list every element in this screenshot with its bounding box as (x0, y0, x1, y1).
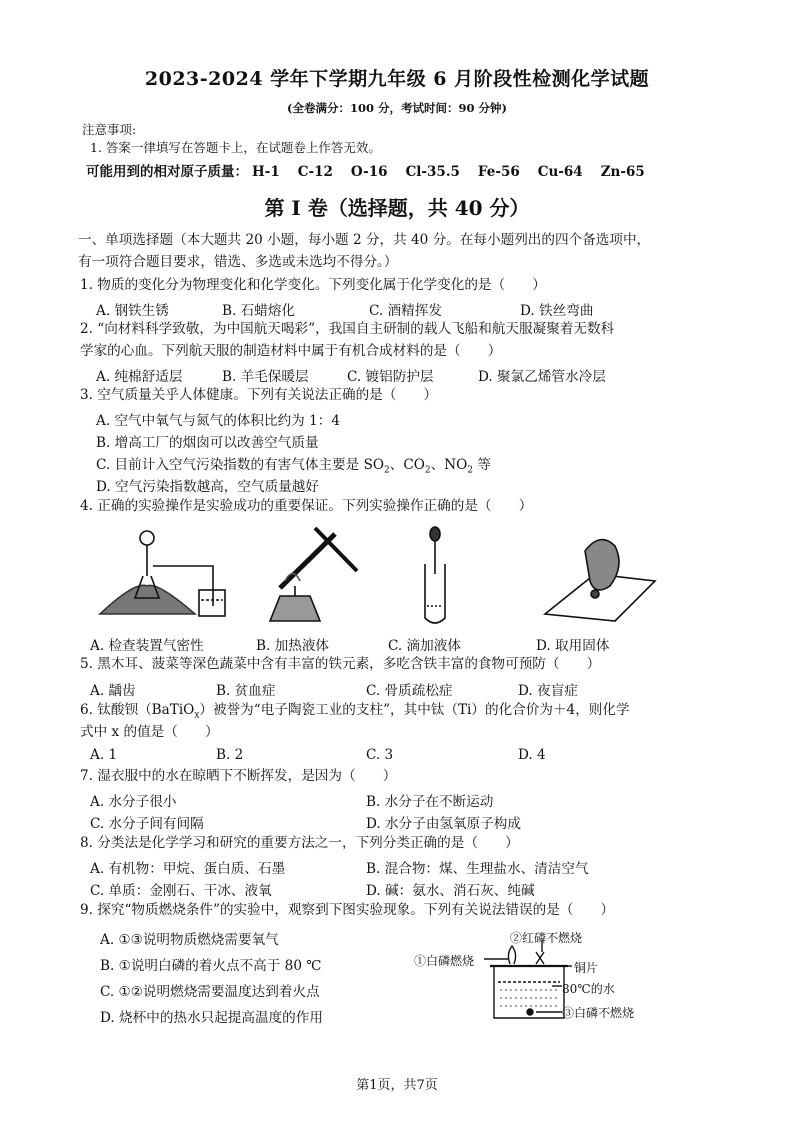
q6-option-b[interactable]: B. 2 (216, 747, 244, 763)
lab-operations-figure (95, 526, 715, 636)
q4-option-b[interactable]: B. 加热液体 (256, 638, 330, 654)
atomic-mass: C-12 (297, 164, 333, 180)
page-footer: 第1页，共7页 (356, 1078, 438, 1093)
section-intro-line2: 有一项符合题目要求，错选、多选或未选均不得分。） (78, 254, 398, 270)
question-4-stem: 4. 正确的实验操作是实验成功的重要保证。下列实验操作正确的是（ ） (80, 498, 533, 514)
label-red-phosphorus: ②红磷不燃烧 (510, 931, 583, 945)
q2-option-a[interactable]: A. 纯棉舒适层 (96, 369, 183, 385)
q9-option-b[interactable]: B. ①说明白磷的着火点不高于 80 ℃ (100, 958, 322, 974)
dropping-liquid-image (425, 527, 445, 623)
heating-liquid-image (270, 528, 357, 621)
q8-option-a[interactable]: A. 有机物：甲烷、蛋白质、石墨 (90, 861, 286, 877)
q7-option-b[interactable]: B. 水分子在不断运动 (366, 794, 494, 810)
subscript: x (194, 710, 200, 721)
exam-title: 2023-2024 学年下学期九年级 6 月阶段性检测化学试题 (144, 68, 650, 90)
underwater-phosphorus (527, 1009, 533, 1015)
question-8-stem: 8. 分类法是化学学习和研究的重要方法之一，下列分类正确的是（ ） (80, 835, 519, 851)
q4-option-a[interactable]: A. 检查装置气密性 (90, 638, 204, 654)
q7-option-c[interactable]: C. 水分子间有间隔 (90, 816, 204, 832)
question-6-stem1 (80, 702, 630, 722)
q1-option-b[interactable]: B. 石蜡熔化 (222, 303, 296, 319)
q3-c-text: C. 目前计入空气污染指数的有害气体主要是 SO (96, 457, 385, 473)
q1-option-d[interactable]: D. 铁丝弯曲 (520, 303, 594, 319)
question-7-stem: 7. 湿衣服中的水在晾晒下不断挥发，是因为（ ） (80, 768, 397, 784)
q3-option-b[interactable]: B. 增高工厂的烟囱可以改善空气质量 (96, 435, 319, 451)
question-2-stem2: 学家的心血。下列航天服的制造材料中属于有机合成材料的是（ ） (80, 343, 502, 359)
q2-option-b[interactable]: B. 羊毛保暖层 (222, 369, 309, 385)
question-9-stem: 9. 探究“物质燃烧条件”的实验中，观察到下图实验现象。下列有关说法错误的是（ ） (80, 902, 615, 918)
label-hot-water: 80℃的水 (562, 982, 615, 996)
q3-c-text: 、CO (389, 457, 425, 473)
airtightness-check-image (100, 531, 225, 616)
q3-option-a[interactable]: A. 空气中氧气与氮气的体积比约为 1：4 (96, 413, 340, 429)
atomic-masses-label: 可能用到的相对原子质量： (86, 164, 248, 180)
atomic-mass: Fe-56 (477, 164, 520, 180)
q6-option-a[interactable]: A. 1 (90, 747, 118, 763)
q5-option-a[interactable]: A. 龋齿 (90, 683, 136, 699)
q6-option-d[interactable]: D. 4 (518, 747, 546, 763)
q9-option-a[interactable]: A. ①③说明物质燃烧需要氧气 (100, 932, 279, 948)
q8-option-b[interactable]: B. 混合物：煤、生理盐水、清洁空气 (366, 861, 589, 877)
notice-item-1: 1. 答案一律填写在答题卡上，在试题卷上作答无效。 (90, 140, 381, 155)
q7-option-a[interactable]: A. 水分子很小 (90, 794, 177, 810)
atomic-mass: Cl-35.5 (405, 164, 460, 180)
label-white-phosphorus-burning: ①白磷燃烧 (414, 954, 475, 968)
q6-option-c[interactable]: C. 3 (366, 747, 394, 763)
atomic-mass: H-1 (252, 164, 280, 180)
subscript: 2 (467, 465, 474, 476)
q8-option-d[interactable]: D. 碱：氨水、消石灰、纯碱 (366, 883, 535, 899)
atomic-mass: Zn-65 (600, 164, 645, 180)
q9-option-c[interactable]: C. ①②说明燃烧需要温度达到着火点 (100, 984, 320, 1000)
q3-option-c[interactable] (96, 453, 491, 476)
question-2-stem1: 2. “向材料科学致敬，为中国航天喝彩”，我国自主研制的载人飞船和航天服凝聚着无数科 (80, 321, 615, 337)
label-white-phosphorus-not-burning: ③白磷不燃烧 (562, 1006, 635, 1020)
q5-option-c[interactable]: C. 骨质疏松症 (366, 683, 453, 699)
question-5-stem: 5. 黑木耳、菠菜等深色蔬菜中含有丰富的铁元素，多吃含铁丰富的食物可预防（ ） (80, 656, 601, 672)
q3-c-text: 等 (473, 457, 491, 473)
notice-heading: 注意事项: (82, 122, 137, 137)
red-phosphorus-mark (536, 952, 544, 964)
flame-white-phosphorus (508, 946, 515, 964)
question-6-stem2: 式中 x 的值是（ ） (80, 724, 219, 740)
atomic-mass: Cu-64 (537, 164, 583, 180)
q3-c-text: 、NO (430, 457, 468, 473)
q7-option-d[interactable]: D. 水分子由氢氧原子构成 (366, 816, 521, 832)
exam-subtitle: (全卷满分：100 分，考试时间：90 分钟) (287, 101, 507, 115)
q1-option-c[interactable]: C. 酒精挥发 (369, 303, 442, 319)
q5-option-b[interactable]: B. 贫血症 (216, 683, 276, 699)
q5-option-d[interactable]: D. 夜盲症 (518, 683, 578, 699)
section-title: 第 I 卷（选择题，共 40 分） (264, 196, 530, 220)
q2-option-d[interactable]: D. 聚氯乙烯管水冷层 (478, 369, 606, 385)
atomic-masses (86, 164, 663, 180)
q4-option-d[interactable]: D. 取用固体 (536, 638, 610, 654)
q6-text: 6. 钛酸钡（BaTiO (80, 702, 195, 718)
q1-option-a[interactable]: A. 钢铁生锈 (96, 303, 169, 319)
q6-text: ）被誉为“电子陶瓷工业的支柱”，其中钛（Ti）的化合价为＋4，则化学 (199, 702, 630, 718)
section-intro-line1: 一、单项选择题（本大题共 20 小题，每小题 2 分，共 40 分。在每小题列出的四个备选项中， (78, 232, 651, 248)
q8-option-c[interactable]: C. 单质：金刚石、干冰、液氧 (90, 883, 272, 899)
q3-option-d[interactable]: D. 空气污染指数越高，空气质量越好 (96, 479, 319, 495)
q2-option-c[interactable]: C. 镀铝防护层 (347, 369, 434, 385)
q4-option-c[interactable]: C. 滴加液体 (388, 638, 461, 654)
taking-solid-image (545, 540, 655, 621)
q9-option-d[interactable]: D. 烧杯中的热水只起提高温度的作用 (100, 1010, 323, 1026)
question-3-stem: 3. 空气质量关乎人体健康。下列有关说法正确的是（ ） (80, 387, 438, 403)
subscript: 2 (384, 465, 390, 476)
atomic-mass: O-16 (350, 164, 388, 180)
label-copper-plate: 铜片 (574, 961, 599, 975)
question-1-stem: 1. 物质的变化分为物理变化和化学变化。下列变化属于化学变化的是（ ） (80, 277, 546, 293)
subscript: 2 (424, 465, 431, 476)
